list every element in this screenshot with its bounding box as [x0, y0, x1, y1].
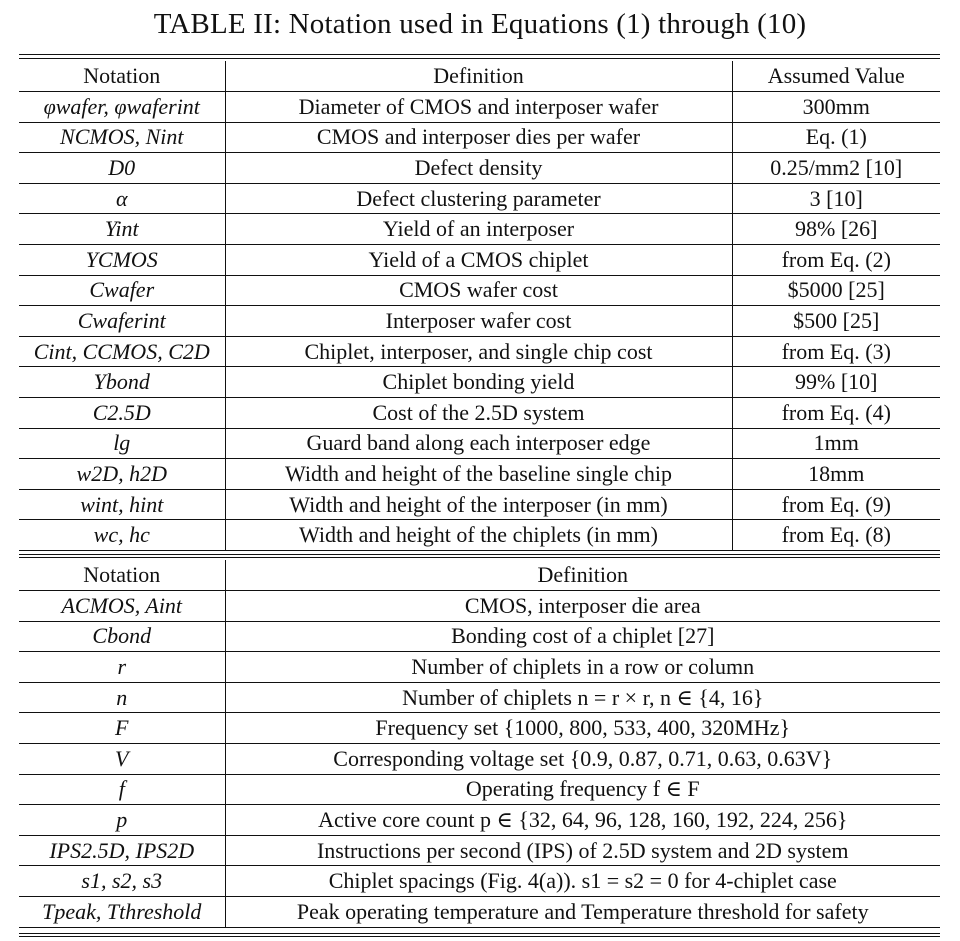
value-cell: 99% [10]: [732, 367, 940, 398]
table-header-row: [19, 560, 940, 591]
value-cell: 3 [10]: [732, 183, 940, 214]
notation-cell: Cwaferint: [19, 306, 225, 337]
header-assumed-value: Assumed Value: [732, 61, 940, 92]
table-row: [19, 398, 940, 429]
value-cell: from Eq. (3): [732, 336, 940, 367]
definition-cell: Diameter of CMOS and interposer wafer: [225, 92, 732, 123]
notation-cell: wc, hc: [19, 520, 225, 551]
definition-cell: Bonding cost of a chiplet [27]: [225, 621, 940, 652]
definition-cell: CMOS, interposer die area: [225, 591, 940, 622]
definition-cell: Yield of an interposer: [225, 214, 732, 245]
definition-cell: Defect clustering parameter: [225, 183, 732, 214]
header-definition: Definition: [225, 560, 940, 591]
table-row: [19, 153, 940, 184]
notation-cell: s1, s2, s3: [19, 866, 225, 897]
definition-cell: Frequency set {1000, 800, 533, 400, 320MHz}: [225, 713, 940, 744]
top-double-rule-2: [19, 58, 940, 59]
table-row: [19, 713, 940, 744]
table-row: [19, 682, 940, 713]
header-definition: Definition: [225, 61, 732, 92]
table-caption: TABLE II: Notation used in Equations (1) through (10): [153, 8, 807, 40]
table-row: [19, 367, 940, 398]
notation-cell: f: [19, 774, 225, 805]
value-cell: 300mm: [732, 92, 940, 123]
definition-cell: Width and height of the chiplets (in mm): [225, 520, 732, 551]
bottom-double-rule-1: [19, 933, 940, 934]
table-row: [19, 489, 940, 520]
value-cell: from Eq. (2): [732, 245, 940, 276]
notation-cell: V: [19, 744, 225, 775]
notation-cell: D0: [19, 153, 225, 184]
definition-cell: Defect density: [225, 153, 732, 184]
notation-table-values: [19, 61, 940, 551]
table-row: [19, 92, 940, 123]
value-cell: from Eq. (4): [732, 398, 940, 429]
definition-cell: Corresponding voltage set {0.9, 0.87, 0.71, 0.63, 0.63V}: [225, 744, 940, 775]
definition-cell: Interposer wafer cost: [225, 306, 732, 337]
notation-cell: YCMOS: [19, 245, 225, 276]
table-row: [19, 459, 940, 490]
table-row: [19, 652, 940, 683]
definition-cell: Width and height of the interposer (in mm): [225, 489, 732, 520]
table-row: [19, 591, 940, 622]
table-row: [19, 866, 940, 897]
notation-table-definitions: [19, 560, 940, 928]
notation-cell: φwafer, φwaferint: [19, 92, 225, 123]
table-row: [19, 774, 940, 805]
table-row: [19, 245, 940, 276]
table-row: [19, 744, 940, 775]
definition-cell: Cost of the 2.5D system: [225, 398, 732, 429]
notation-cell: n: [19, 682, 225, 713]
value-cell: from Eq. (9): [732, 489, 940, 520]
notation-cell: Ybond: [19, 367, 225, 398]
table-row: [19, 214, 940, 245]
definition-cell: Guard band along each interposer edge: [225, 428, 732, 459]
notation-cell: Cint, CCMOS, C2D: [19, 336, 225, 367]
bottom-double-rule-2: [19, 936, 940, 937]
table-row: [19, 336, 940, 367]
definition-cell: Number of chiplets in a row or column: [225, 652, 940, 683]
table-row: [19, 805, 940, 836]
notation-cell: p: [19, 805, 225, 836]
definition-cell: Peak operating temperature and Temperature threshold for safety: [225, 897, 940, 928]
value-cell: 0.25/mm2 [10]: [732, 153, 940, 184]
definition-cell: Chiplet bonding yield: [225, 367, 732, 398]
definition-cell: Chiplet spacings (Fig. 4(a)). s1 = s2 = 0 for 4-chiplet case: [225, 866, 940, 897]
notation-cell: Cwafer: [19, 275, 225, 306]
notation-cell: Cbond: [19, 621, 225, 652]
table-row: [19, 183, 940, 214]
value-cell: 18mm: [732, 459, 940, 490]
table-row: [19, 306, 940, 337]
definition-cell: Operating frequency f ∈ F: [225, 774, 940, 805]
table-row: [19, 275, 940, 306]
notation-cell: Yint: [19, 214, 225, 245]
definition-cell: Yield of a CMOS chiplet: [225, 245, 732, 276]
definition-cell: CMOS and interposer dies per wafer: [225, 122, 732, 153]
notation-cell: wint, hint: [19, 489, 225, 520]
notation-cell: C2.5D: [19, 398, 225, 429]
middle-double-rule-1: [19, 554, 940, 555]
notation-cell: r: [19, 652, 225, 683]
notation-cell: IPS2.5D, IPS2D: [19, 835, 225, 866]
value-cell: 98% [26]: [732, 214, 940, 245]
value-cell: from Eq. (8): [732, 520, 940, 551]
notation-cell: α: [19, 183, 225, 214]
value-cell: $5000 [25]: [732, 275, 940, 306]
notation-cell: ACMOS, Aint: [19, 591, 225, 622]
notation-cell: Tpeak, Tthreshold: [19, 897, 225, 928]
definition-cell: Chiplet, interposer, and single chip cost: [225, 336, 732, 367]
value-cell: $500 [25]: [732, 306, 940, 337]
definition-cell: Number of chiplets n = r × r, n ∈ {4, 16}: [225, 682, 940, 713]
value-cell: Eq. (1): [732, 122, 940, 153]
table-row: [19, 122, 940, 153]
table-header-row: [19, 61, 940, 92]
table-row: [19, 835, 940, 866]
notation-cell: lg: [19, 428, 225, 459]
notation-cell: w2D, h2D: [19, 459, 225, 490]
table-row: [19, 897, 940, 928]
table-row: [19, 520, 940, 551]
definition-cell: Active core count p ∈ {32, 64, 96, 128, 160, 192, 224, 256}: [225, 805, 940, 836]
header-notation: Notation: [19, 61, 225, 92]
top-double-rule-1: [19, 54, 940, 55]
definition-cell: Instructions per second (IPS) of 2.5D system and 2D system: [225, 835, 940, 866]
definition-cell: CMOS wafer cost: [225, 275, 732, 306]
middle-double-rule-2: [19, 557, 940, 558]
table-row: [19, 428, 940, 459]
value-cell: 1mm: [732, 428, 940, 459]
notation-cell: F: [19, 713, 225, 744]
definition-cell: Width and height of the baseline single chip: [225, 459, 732, 490]
header-notation: Notation: [19, 560, 225, 591]
notation-cell: NCMOS, Nint: [19, 122, 225, 153]
table-row: [19, 621, 940, 652]
